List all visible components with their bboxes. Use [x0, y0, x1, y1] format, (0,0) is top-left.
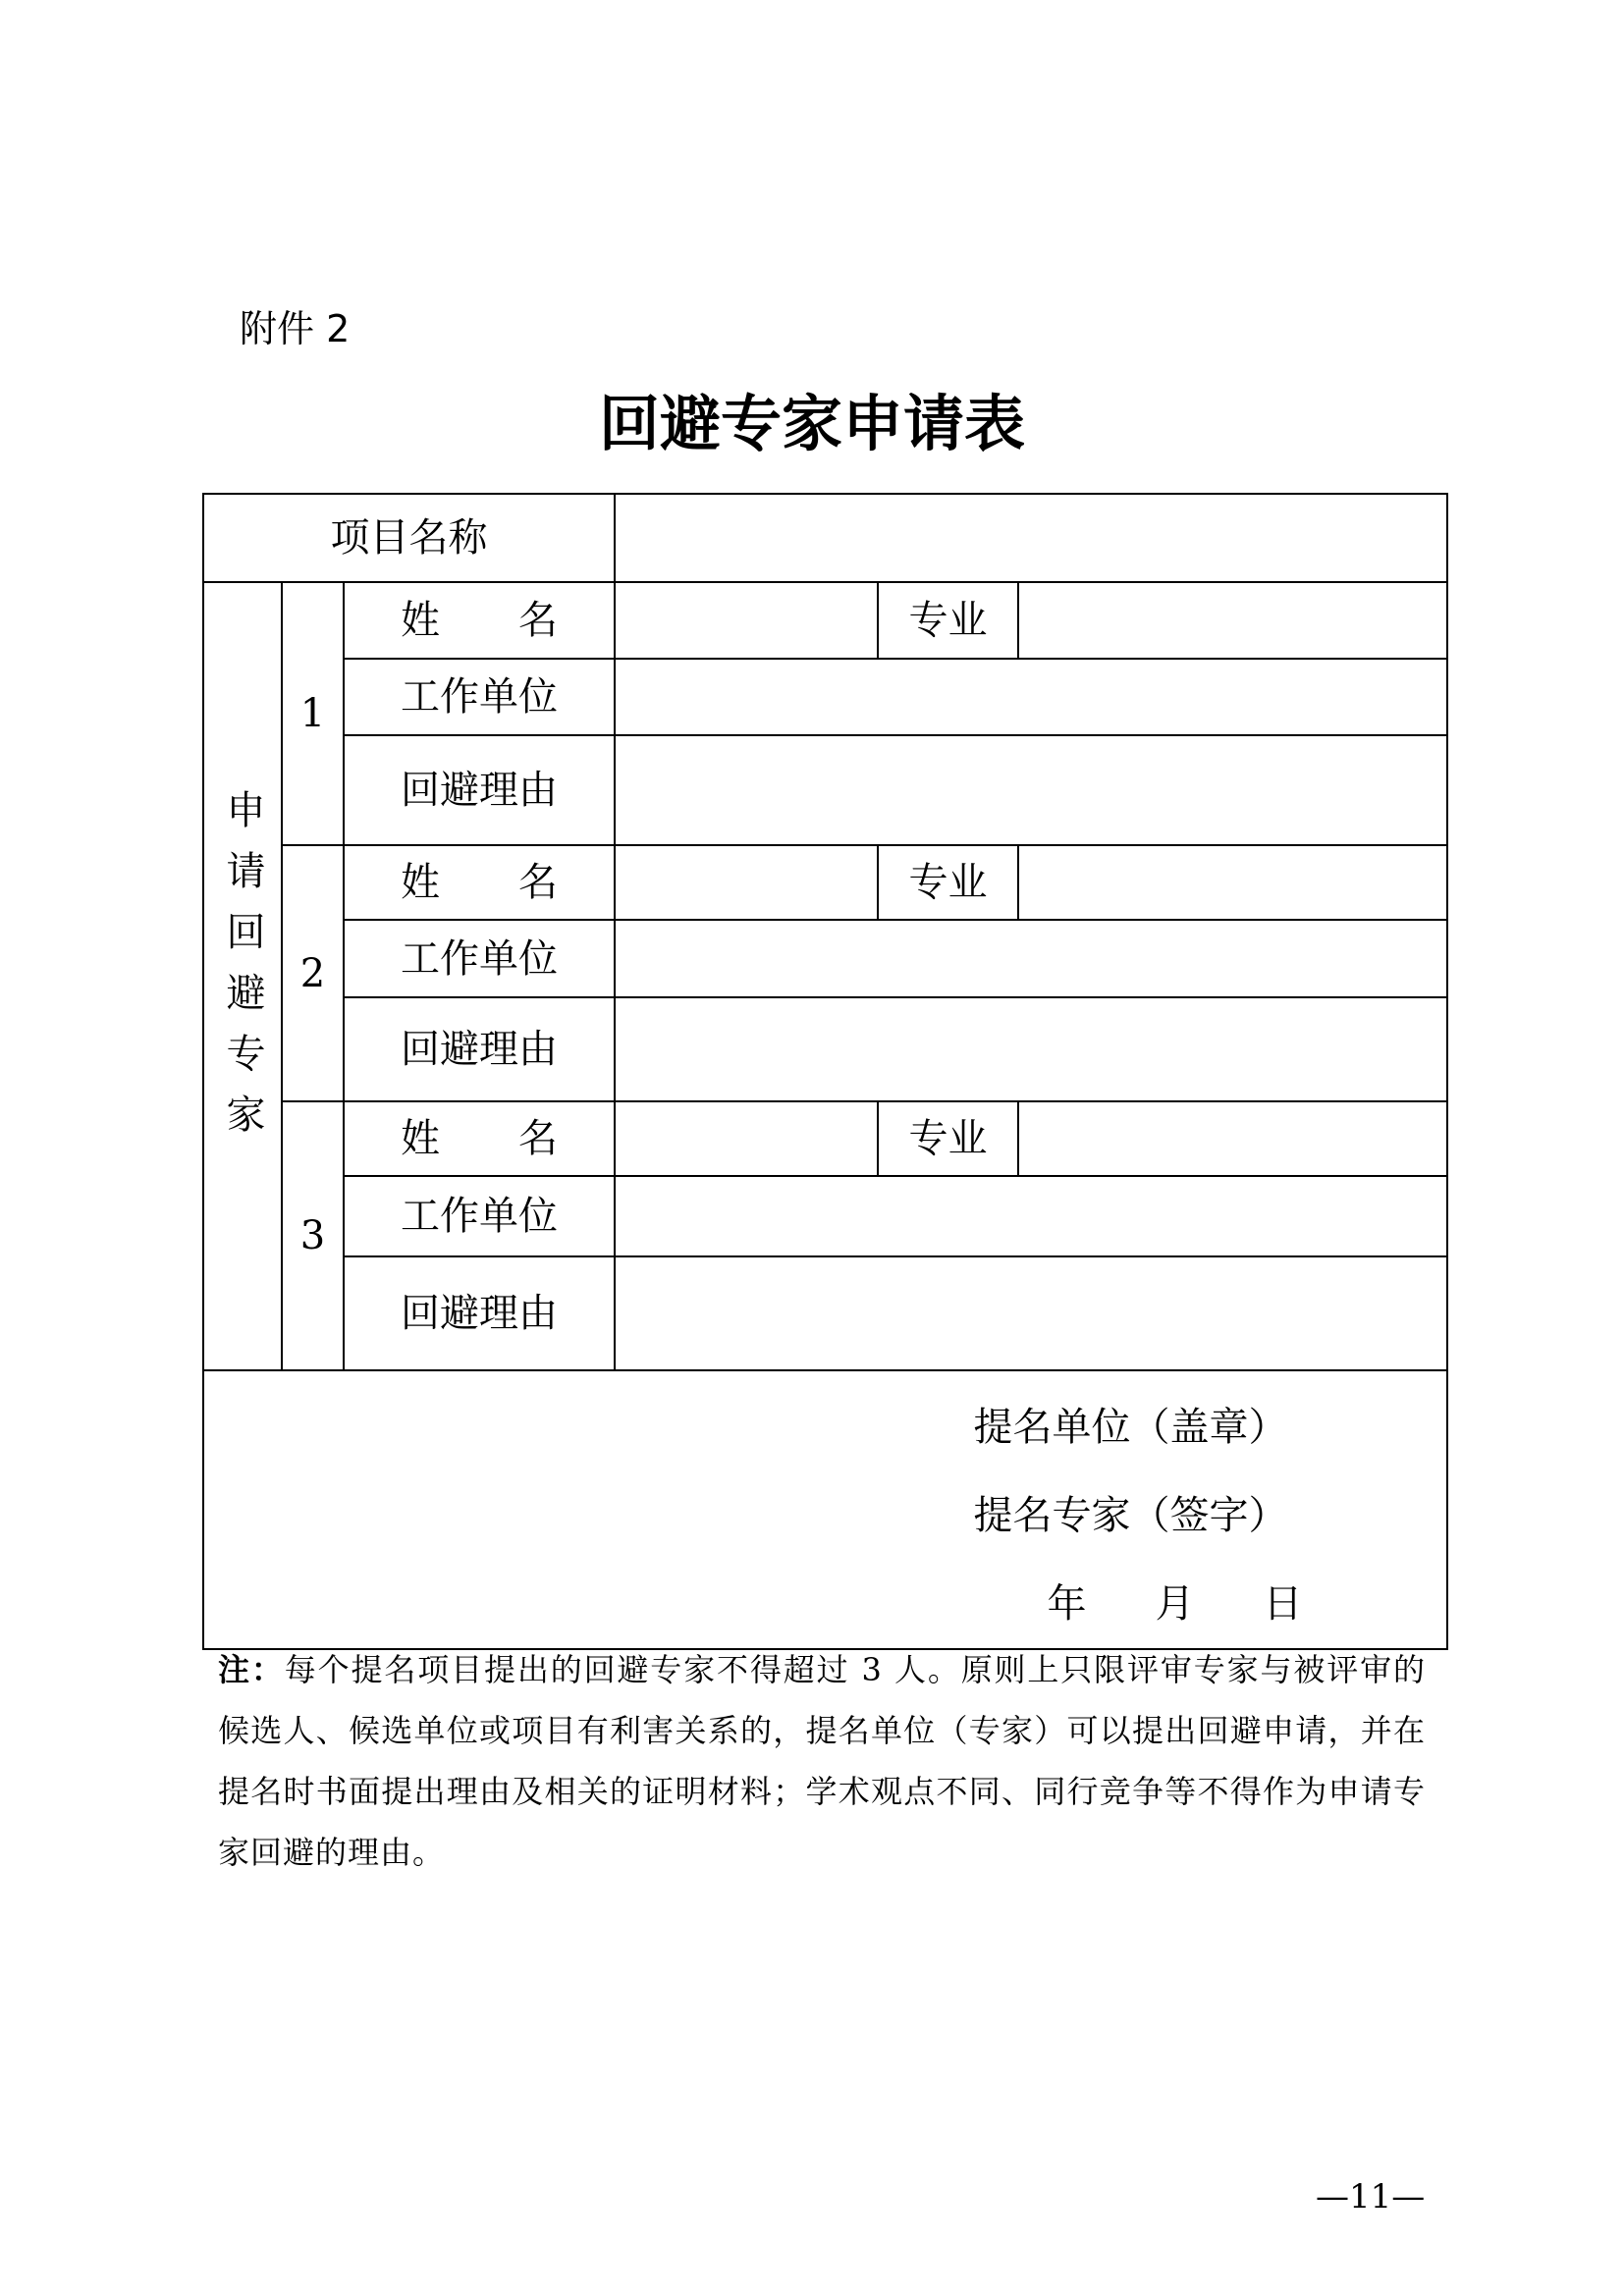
expert-2-name-field[interactable]: [615, 845, 878, 920]
expert-2-specialty-field[interactable]: [1018, 845, 1447, 920]
expert-3-name-field[interactable]: [615, 1101, 878, 1176]
expert-1-specialty-field[interactable]: [1018, 582, 1447, 659]
specialty-label: 专业: [878, 1101, 1018, 1176]
expert-1-unit-row: [203, 659, 1447, 735]
name-label-left: 姓: [401, 860, 440, 905]
expert-3-work-unit-field[interactable]: [615, 1176, 1447, 1256]
page-number: —11—: [1316, 2177, 1426, 2216]
name-label-left: 姓: [401, 598, 440, 643]
note-paragraph: [218, 1639, 1426, 1883]
reason-label: 回避理由: [344, 997, 615, 1101]
expert-1-reason-row: [203, 735, 1447, 845]
project-name-row: [203, 494, 1447, 582]
name-label: [344, 582, 615, 659]
work-unit-label: 工作单位: [344, 659, 615, 735]
reason-label: 回避理由: [344, 1256, 615, 1370]
expert-1-reason-field[interactable]: [615, 735, 1447, 845]
date-year-label: 年: [1047, 1581, 1087, 1627]
name-label: [344, 1101, 615, 1176]
expert-2-name-row: [203, 845, 1447, 920]
name-label-left: 姓: [401, 1116, 440, 1161]
expert-3-name-row: [203, 1101, 1447, 1176]
name-label: [344, 845, 615, 920]
expert-3-reason-field[interactable]: [615, 1256, 1447, 1370]
project-name-field[interactable]: [615, 494, 1447, 582]
expert-1-name-row: [203, 582, 1447, 659]
date-month-label: 月: [1155, 1581, 1195, 1627]
project-name-label: 项目名称: [203, 494, 615, 582]
work-unit-label: 工作单位: [344, 1176, 615, 1256]
expert-2-reason-row: [203, 997, 1447, 1101]
signature-row: [203, 1370, 1447, 1649]
page-title: 回避专家申请表: [598, 388, 1025, 459]
expert-2-reason-field[interactable]: [615, 997, 1447, 1101]
specialty-label: 专业: [878, 845, 1018, 920]
signature-cell: [203, 1370, 1447, 1649]
recusal-form-table: [202, 493, 1448, 1650]
date-day-label: 日: [1263, 1581, 1303, 1627]
expert-1-name-field[interactable]: [615, 582, 878, 659]
expert-3-index: 3: [282, 1101, 344, 1370]
expert-1-work-unit-field[interactable]: [615, 659, 1447, 735]
note-prefix: 注：: [218, 1651, 285, 1688]
work-unit-label: 工作单位: [344, 920, 615, 997]
expert-2-index: 2: [282, 845, 344, 1101]
nominating-unit-seal: 提名单位（盖章）: [973, 1405, 1288, 1450]
name-label-right: 名: [518, 1116, 558, 1161]
expert-2-unit-row: [203, 920, 1447, 997]
nominating-expert-signature: 提名专家（签字）: [973, 1493, 1288, 1538]
name-label-right: 名: [518, 598, 558, 643]
expert-3-unit-row: [203, 1176, 1447, 1256]
signature-date: [815, 1560, 1446, 1648]
name-label-right: 名: [518, 860, 558, 905]
note-text: 每个提名项目提出的回避专家不得超过 3 人。原则上只限评审专家与被评审的候选人、候选单位或项目有利害关系的，提名单位（专家）可以提出回避申请，并在提名时书面提出理由及相关的证明材料；学术观点不同、同行竞争等不得作为申请专家回避的理由。: [218, 1651, 1426, 1871]
expert-3-reason-row: [203, 1256, 1447, 1370]
attachment-label: 附件 2: [240, 307, 351, 350]
expert-3-specialty-field[interactable]: [1018, 1101, 1447, 1176]
specialty-label: 专业: [878, 582, 1018, 659]
side-label: 申请回避专家: [220, 789, 265, 1154]
side-label-cell: [203, 582, 282, 1370]
expert-1-index: 1: [282, 582, 344, 845]
reason-label: 回避理由: [344, 735, 615, 845]
expert-2-work-unit-field[interactable]: [615, 920, 1447, 997]
